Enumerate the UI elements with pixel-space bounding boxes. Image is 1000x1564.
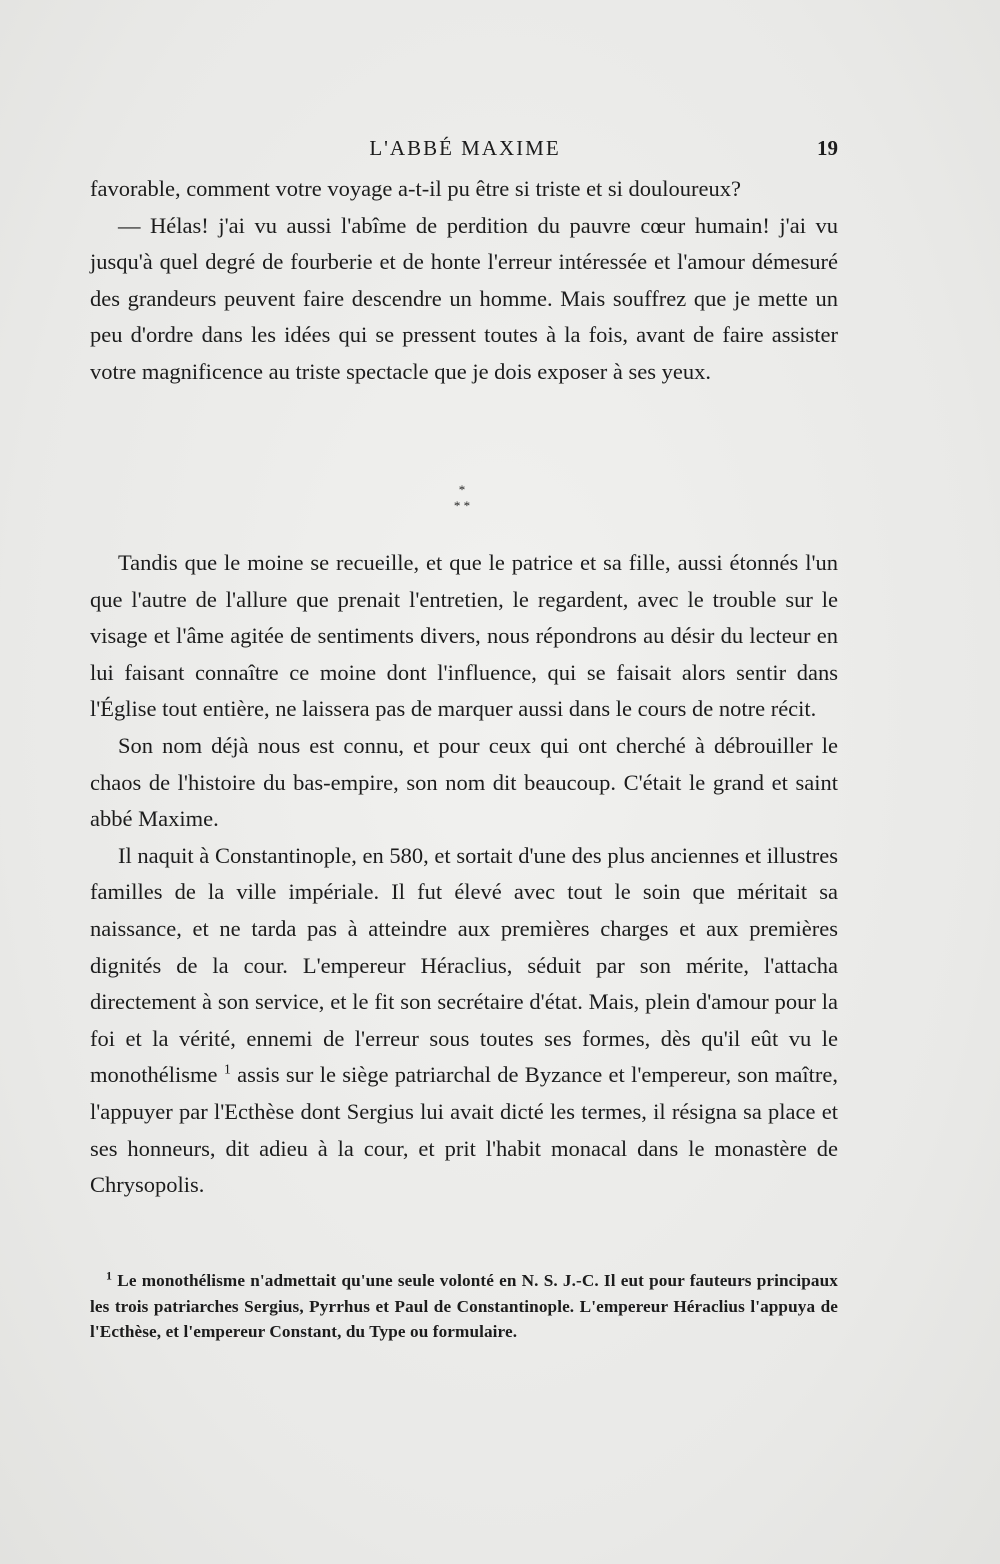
- footnote-1: [90, 1268, 838, 1345]
- running-head: [90, 136, 840, 166]
- text-block-top: [90, 171, 838, 391]
- asterism-bottom: * *: [453, 498, 471, 513]
- paragraph-continuation: favorable, comment votre voyage a-t-il pu être si triste et si douloureux?: [90, 176, 742, 201]
- paragraph-tandis: Tandis que le moine se recueille, et que le patrice et sa fille, aussi étonnés l'un que l'autre de l'allure que prenait l'entretien, le regardent, avec le trouble sur le visage et l'âme agitée de sentiments divers, nous répondrons au désir du lecteur en lui faisant connaître ce moine dont l'influence, qui se faisait alors sentir dans l'Église tout entière, ne laissera pas de marquer aussi dans le cours de notre récit.: [90, 550, 838, 722]
- paragraph-dialogue: — Hélas! j'ai vu aussi l'abîme de perdition du pauvre cœur humain! j'ai vu jusqu'à quel degré de fourberie et de honte l'erreur intéressée et l'amour démesuré des grandeurs peuvent faire descendre un homme. Mais souffrez que je mette un peu d'ordre dans les idées qui se pressent toutes à la fois, avant de faire assister votre magnificence au triste spectacle que je dois exposer à ses yeux.: [90, 212, 838, 384]
- text-block-main: [90, 545, 838, 1204]
- paragraph-il-naquit: [90, 838, 838, 1204]
- paragraph-il-naquit-part2: assis sur le siège patriarchal de Byzance et l'empereur, son maître, l'appuyer par l'Ecthèse dont Sergius lui avait dicté les termes, il résigna sa place et ses honneurs, dit adieu à la cour, et prit l'habit monacal dans le monastère de Chrysopolis.: [90, 1062, 839, 1198]
- page-number: 19: [817, 136, 838, 160]
- footnote-reference: 1: [223, 1062, 231, 1078]
- footnote-text: Le monothélisme n'admettait qu'une seule volonté en N. S. J.-C. Il eut pour fauteurs principaux les trois patriarches Sergius, Pyrrhus et Paul de Constantinople. L'empereur Héraclius l'appuya de l'Ecthèse, et l'empereur Constant, du Type ou formulaire.: [90, 1271, 838, 1342]
- running-title: L'ABBÉ MAXIME: [369, 136, 561, 160]
- footnote-mark: 1: [106, 1268, 113, 1283]
- section-asterism: [432, 482, 492, 522]
- footnotes: [90, 1268, 838, 1345]
- paragraph-son-nom: Son nom déjà nous est connu, et pour ceux qui ont cherché à débrouiller le chaos de l'histoire du bas-empire, son nom dit beaucoup. C'était le grand et saint abbé Maxime.: [90, 732, 838, 832]
- paragraph-il-naquit-part1: Il naquit à Constantinople, en 580, et sortait d'une des plus anciennes et illustres familles de la ville impériale. Il fut élevé avec tout le soin que méritait sa naissance, et ne tarda pas à atteindre aux premières charges et aux premières dignités de la cour. L'empereur Héraclius, séduit par son mérite, l'attacha directement à son service, et le fit son secrétaire d'état. Mais, plein d'amour pour la foi et la vérité, ennemi de l'erreur sous toutes ses formes, dès qu'il eût vu le monothélisme: [90, 842, 838, 1088]
- asterism-top: *: [458, 482, 466, 497]
